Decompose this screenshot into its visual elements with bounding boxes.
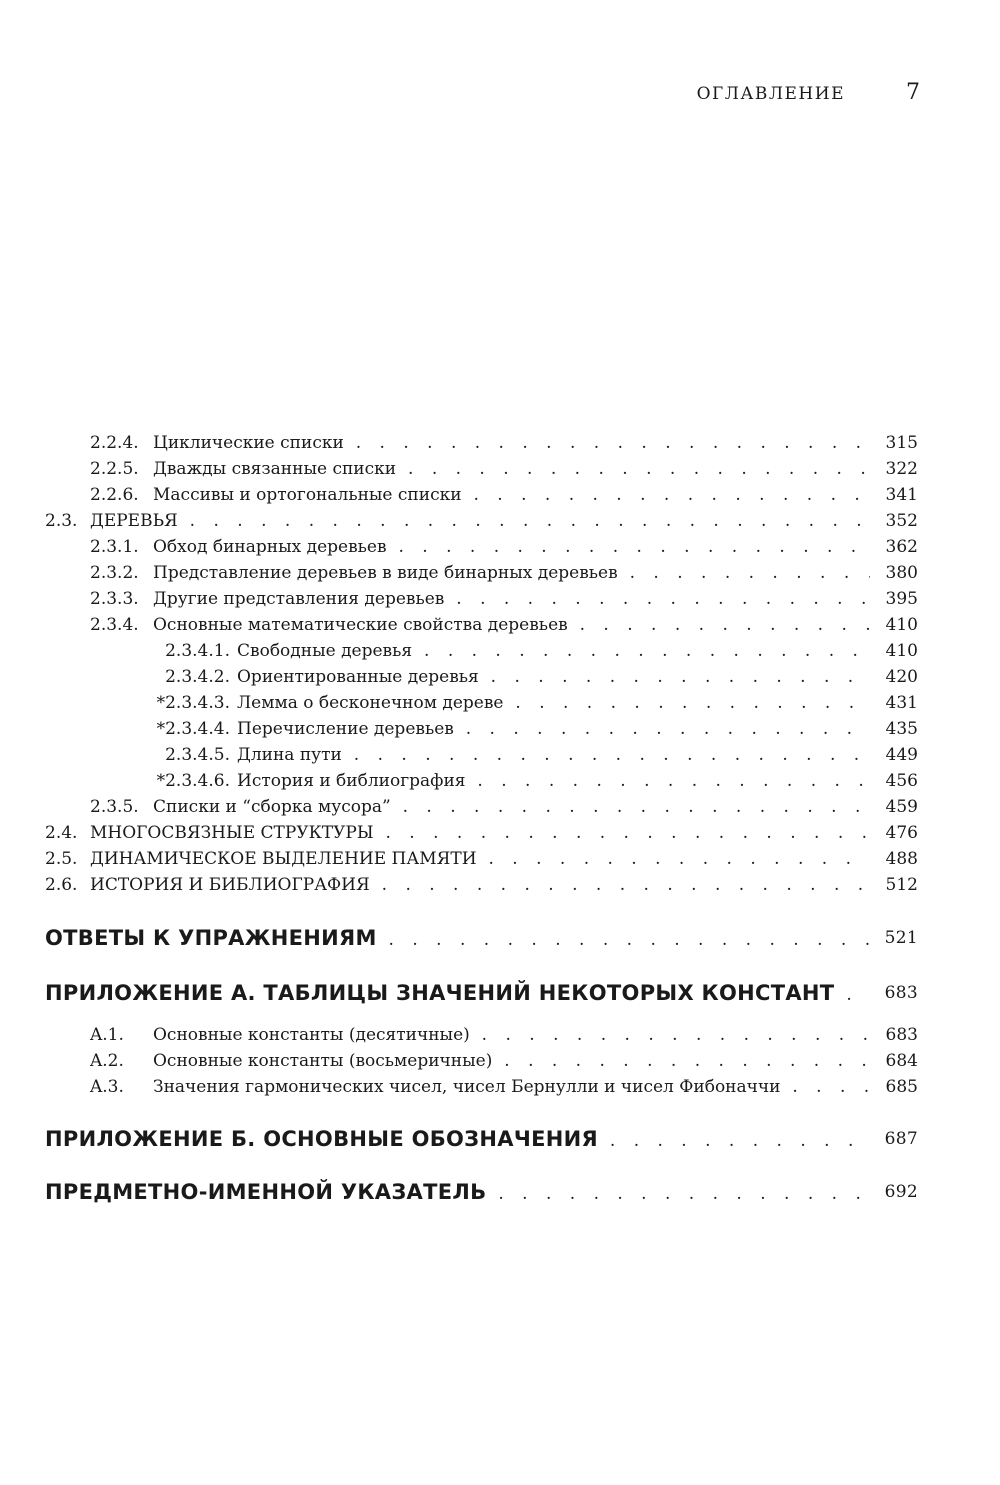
toc-entry-title: ИСТОРИЯ И БИБЛИОГРАФИЯ . . . [90, 872, 870, 898]
toc-entry [0, 560, 1000, 586]
toc-entry-number: 2.3.3. [90, 589, 139, 609]
toc-entry-number: 2.3.4.5. [165, 745, 230, 765]
toc-entry-page: 395 [885, 589, 918, 609]
toc-entry-title: Лемма о бесконечном дереве . . . [237, 690, 870, 716]
toc-entry-number: 2.3.4.2. [165, 667, 230, 687]
toc-entry-page: 431 [885, 693, 918, 713]
toc-entry-number: 2.5. [45, 849, 78, 869]
toc-entry [0, 508, 1000, 534]
toc-entry-page: 683 [884, 983, 918, 1003]
toc-entry [0, 977, 1000, 1009]
toc-entry [0, 456, 1000, 482]
toc-entry-title: ПРЕДМЕТНО-ИМЕННОЙ УКАЗАТЕЛЬ . . . [45, 1176, 870, 1210]
toc-entry-title: Списки и “сборка мусора” . . . [153, 794, 870, 820]
toc-entry-title: Массивы и ортогональные списки . . . [153, 482, 870, 508]
toc-entry-title: Длина пути . . . [237, 742, 870, 768]
toc-entry-number: 2.3. [45, 511, 78, 531]
toc-entry [0, 794, 1000, 820]
toc-entry [0, 430, 1000, 456]
toc-entry-number: A.1. [90, 1025, 124, 1045]
toc-entry-page: 685 [885, 1077, 918, 1097]
toc-entry-number: *2.3.4.3. [156, 693, 230, 713]
toc-entry-number: A.2. [90, 1051, 124, 1071]
toc-entry-page: 435 [885, 719, 918, 739]
toc-entry-title: Обход бинарных деревьев . . . [153, 534, 870, 560]
toc-entry-title: Другие представления деревьев . . . [153, 586, 870, 612]
running-header [0, 82, 1000, 108]
toc-entry-number: 2.3.5. [90, 797, 139, 817]
toc-entry-title: Представление деревьев в виде бинарных деревьев . . . [153, 560, 870, 586]
toc-entry-number: 2.3.4.1. [165, 641, 230, 661]
toc-entry-page: 687 [884, 1129, 918, 1149]
toc-entry-number: 2.4. [45, 823, 78, 843]
toc-entry [0, 664, 1000, 690]
toc-entry-page: 352 [885, 511, 918, 531]
header-title: ОГЛАВЛЕНИЕ [696, 84, 845, 104]
toc-entry-page: 420 [885, 667, 918, 687]
toc-entry [0, 482, 1000, 508]
toc-entry-page: 410 [885, 641, 918, 661]
toc-entry-number: 2.3.1. [90, 537, 139, 557]
toc-entry-page: 684 [885, 1051, 918, 1071]
toc-entry [0, 820, 1000, 846]
toc-entry-title: Дважды связанные списки . . . [153, 456, 870, 482]
toc-entry-page: 362 [885, 537, 918, 557]
toc-entry [0, 1123, 1000, 1155]
toc-entry-title: История и библиография . . . [237, 768, 870, 794]
toc-entry-page: 476 [885, 823, 918, 843]
toc-entry [0, 1176, 1000, 1208]
toc-entry-title: Основные математические свойства деревьев . . . [153, 612, 870, 638]
toc-entry [0, 768, 1000, 794]
toc-entry-title: Перечисление деревьев . . . [237, 716, 870, 742]
toc-entry-number: 2.2.4. [90, 433, 139, 453]
toc-entry-page: 380 [885, 563, 918, 583]
toc-entry-title: ОТВЕТЫ К УПРАЖНЕНИЯМ . . . [45, 922, 870, 956]
toc-entry-title: Основные константы (десятичные) . . . [153, 1022, 870, 1048]
toc-entry [0, 1048, 1000, 1074]
toc-entry-page: 449 [885, 745, 918, 765]
toc-entry [0, 1022, 1000, 1048]
toc-entry-page: 456 [885, 771, 918, 791]
toc-entry-page: 341 [885, 485, 918, 505]
toc-entry-number: 2.2.6. [90, 485, 139, 505]
toc-entry [0, 612, 1000, 638]
toc-entry [0, 742, 1000, 768]
toc-entry-title: Ориентированные деревья . . . [237, 664, 870, 690]
toc-entry-page: 410 [885, 615, 918, 635]
toc-entry [0, 846, 1000, 872]
toc-entry-title: Значения гармонических чисел, чисел Бернулли и чисел Фибоначчи . . . [153, 1074, 870, 1100]
toc-entry-number: A.3. [90, 1077, 124, 1097]
toc-entry-page: 459 [885, 797, 918, 817]
toc-entry-title: Циклические списки . . . [153, 430, 870, 456]
page-number: 7 [906, 80, 920, 105]
toc-entry-page: 315 [885, 433, 918, 453]
toc-entry-number: 2.6. [45, 875, 78, 895]
toc-entry [0, 716, 1000, 742]
toc-entry-title: ПРИЛОЖЕНИЕ Б. ОСНОВНЫЕ ОБОЗНАЧЕНИЯ . . . [45, 1123, 870, 1157]
toc-entry-page: 692 [884, 1182, 918, 1202]
toc-entry [0, 534, 1000, 560]
toc-entry [0, 922, 1000, 954]
toc-entry-page: 683 [885, 1025, 918, 1045]
toc-entry-page: 512 [885, 875, 918, 895]
toc-entry-title: ДЕРЕВЬЯ . . . [90, 508, 870, 534]
toc-entry-title: ДИНАМИЧЕСКОЕ ВЫДЕЛЕНИЕ ПАМЯТИ . . . [90, 846, 870, 872]
toc-entry [0, 586, 1000, 612]
toc-entry-number: 2.3.4. [90, 615, 139, 635]
toc-entry [0, 638, 1000, 664]
toc-entry-number: *2.3.4.4. [156, 719, 230, 739]
toc-entry-number: *2.3.4.6. [156, 771, 230, 791]
toc-entry [0, 690, 1000, 716]
toc-entry-title: МНОГОСВЯЗНЫЕ СТРУКТУРЫ . . . [90, 820, 870, 846]
toc-entry-page: 322 [885, 459, 918, 479]
toc-entry [0, 872, 1000, 898]
toc-entry-number: 2.3.2. [90, 563, 139, 583]
toc-entry-title: ПРИЛОЖЕНИЕ А. ТАБЛИЦЫ ЗНАЧЕНИЙ НЕКОТОРЫХ КОНСТАНТ . . . [45, 977, 870, 1011]
toc-entry-page: 521 [884, 928, 918, 948]
toc-entry-title: Основные константы (восьмеричные) . . . [153, 1048, 870, 1074]
toc-entry-title: Свободные деревья . . . [237, 638, 870, 664]
toc-entry [0, 1074, 1000, 1100]
toc-entry-page: 488 [885, 849, 918, 869]
toc-entry-number: 2.2.5. [90, 459, 139, 479]
